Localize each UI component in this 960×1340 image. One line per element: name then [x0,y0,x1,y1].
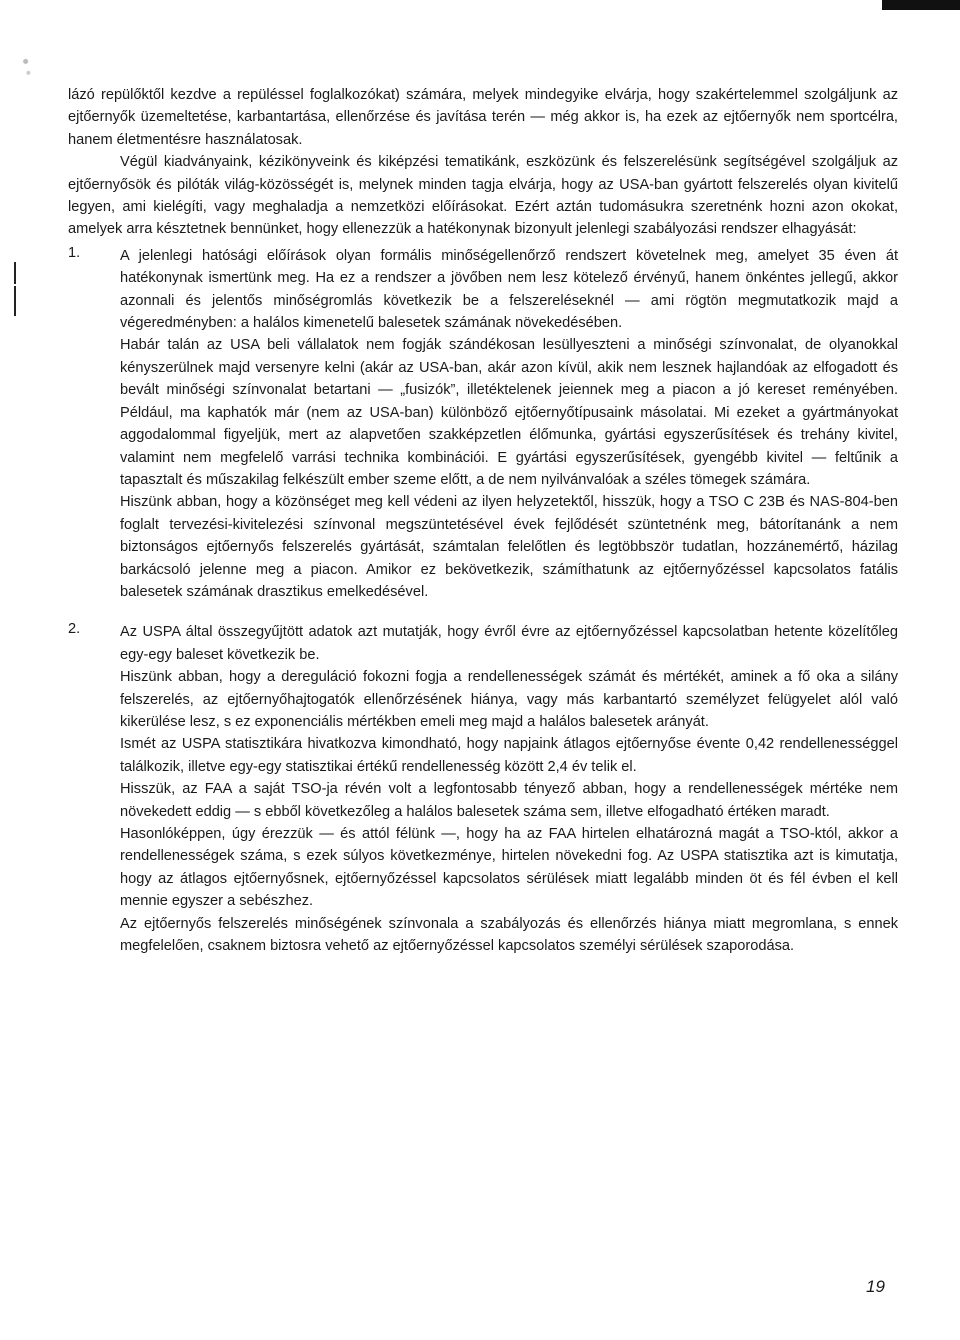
scan-speck [20,50,34,88]
item-paragraph: Hiszünk abban, hogy a dereguláció fokozni fogja a rendellenességek számát és mértékét, aminek a fő oka a silány felszerelés, az ejtőernyőhajtogatók ellenőrzésének hiánya, vagy más karbantartó személyzet felügyelet alól való kikerülése lesz, s ez exponenciális mértékben emeli meg majd a halálos balesetek arányát. [120,669,898,730]
numbered-item [68,245,898,335]
item-paragraph: Ismét az USPA statisztikára hivatkozva kimondható, hogy napjaink átlagos ejtőernyőse évente 0,42 rendellenességgel találkozik, illetve egy-egy statisztikai értékű rendellenesség között 2,4 év telik el. [120,736,898,775]
item-lead-paragraph: Az USPA által összegyűjtött adatok azt mutatják, hogy évről évre az ejtőernyőzéssel kapcsolatban hetente közelítőleg egy-egy baleset következik be. [120,624,898,663]
item-paragraph: Habár talán az USA beli vállalatok nem fogják szándékosan lesüllyeszteni a minőségi színvonalat, de olyanokkal kényszerülnek majd versenyre kelni (akár az USA-ban, akár azon kívül, akik nem lesznek hajlandóak az elfogadott és bevált minőségi színvonalat betartani — „fusizók”, illetéktelenek jeiennek meg a piacon a jó kereset reményében. Például, ma kaphatók már (nem az USA-ban) különböző ejtőernyőtípusaink másolatai. Mi ezeket a gyártmányokat aggodalommal figyeljük, mert az alapvetően szakképzetlen élőmunka, gyártási egyszerűsítések és trehány kivitel, valamint nem megfelelő varrási technika kombinációi. E gyártási egyszerűsítések, gyengébb kivitel — feltűnik a tapasztalt és műszakilag felkészült ember szeme előtt, a de nem nyilvánvalóak a széles tömegek számára. [120,337,898,488]
scan-corner-mark [882,0,960,10]
margin-mark [14,286,16,316]
page-body [68,84,898,957]
page-number: 19 [866,1277,885,1296]
margin-mark [14,262,16,284]
intro-paragraph: lázó repülőktől kezdve a repüléssel foglalkozókat) számára, melyek mindegyike elvárja, hogy szakértelemmel szolgáljunk az ejtőernyők üzemeltetése, karbantartása, ellenőrzése és javítása terén — még akkor is, ha ezek az ejtőernyők nem sportcélra, hanem életmentésre használatosak. [68,87,898,148]
item-paragraph: Hiszünk abban, hogy a közönséget meg kell védeni az ilyen helyzetektől, hisszük, hogy a TSO C 23B és NAS-804-ben foglalt tervezési-kivitelezési színvonal megszüntetésével évek fejlődését szüntetnénk meg, bátorítanánk a nem biztonságos ejtőernyős felszerelés gyártását, számtalan felelőtlen és legtöbbször tudatlan, hozzánemértő, házilag barkácsoló jelenne meg a piacon. Amikor ez bekövetkezik, számíthatunk az ejtőernyőzéssel kapcsolatos fatális balesetek számának drasztikus emelkedésével. [120,494,898,600]
item-number: 1. [68,244,81,261]
numbered-item [68,621,898,666]
item-lead-paragraph: A jelenlegi hatósági előírások olyan formális minőségellenőrző rendszert követelnek meg, amelyet 35 éven át hatékonynak ismertünk meg. Ha ez a rendszer a jövőben nem lesz kötelező érvényű, hanem önkéntes jellegű, akkor azonnali és jelentős minőségromlás következik be a felszereléseknél — ami rögtön megmutatkozik majd a végeredményben: a halálos kimenetelű balesetek számának növekedésében. [120,247,898,332]
item-number: 2. [68,621,81,638]
item-paragraph: Hasonlóképpen, úgy érezzük — és attól félünk —, hogy ha az FAA hirtelen elhatározná magát a TSO-któl, akkor a rendellenességek száma, s ezek súlyos következménye, hirtelen növekedni fog. Az USPA statisztika azt is kimutatja, hogy az átlagos ejtőernyősnek, ejtőernyőzéssel kapcsolatos sérülések miatt legalább minden öt és fél évben el kell mennie egyszer a sebészhez. [120,826,898,910]
intro-paragraph: Végül kiadványaink, kézikönyveink és kiképzési tematikánk, eszközünk és felszerelésünk segítségével szolgáljuk az ejtőernyősök és pilóták világ-közösségét is, melynek minden tagja elvárja, hogy az USA-ban gyártott felszerelés olyan kivitelű legyen, ami kielégíti, vagy meghaladja a nemzetközi előírásokat. Ezért aztán tudomásukra szeretnénk hozni azon okokat, amelyek arra késztetnek bennünket, hogy ellenezzük a hatékonynak bizonyult jelenlegi szabályozási rendszer elhagyását: [68,154,898,238]
item-paragraph: Hisszük, az FAA a saját TSO-ja révén volt a legfontosabb tényező abban, hogy a rendellenességek mértéke nem növekedett eddig — s ebből következőleg a halálos balesetek száma sem, illetve elfogadható értéken maradt. [120,781,898,820]
item-paragraph: Az ejtőernyős felszerelés minőségének színvonala a szabályozás és ellenőrzés hiánya miatt megromlana, s ennek megfelelően, csaknem biztosra vehető az ejtőernyőzéssel kapcsolatos személyi sérülések szaporodása. [120,915,898,955]
